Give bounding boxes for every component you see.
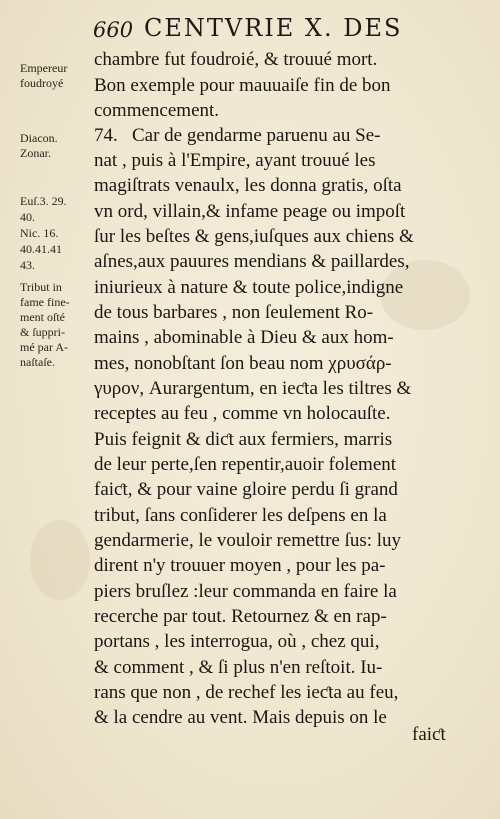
margin-note: mé par A- [20, 340, 68, 354]
text-line: vn ord, villain,& infame peage ou impoſt [94, 201, 406, 222]
text-line: de tous barbares , non ſeulement Ro- [94, 302, 374, 323]
text-line: & la cendre au vent. Mais depuis on le [94, 707, 387, 728]
text-line: gendarmerie, le vouloir remettre ſus: luy [94, 530, 402, 551]
text-line: rans que non , de rechef les ieƈta au feu, [94, 682, 399, 703]
margin-note: ment oſté [20, 310, 65, 324]
text-line: dirent n'y trouuer moyen , pour les pa- [94, 555, 386, 576]
text-line: mes, nonobſtant ſon beau nom χρυσάρ- [94, 353, 392, 374]
text-line: γυρον, Aurargentum, en ieƈta les tiltres & [94, 378, 412, 399]
margin-note: Nic. 16. [20, 226, 59, 240]
margin-note: Diacon. [20, 131, 58, 145]
text-line: commencement. [94, 100, 220, 121]
catchword: faiƈt [412, 724, 446, 745]
running-title: CENTVRIE X. DES [144, 14, 403, 42]
page-number: 660 [93, 18, 134, 42]
margin-note: & ſuppri- [20, 325, 65, 339]
text-line: portans , les interrogua, où , chez qui, [94, 631, 380, 652]
margin-note: 43. [20, 258, 35, 272]
text-line: recerche par tout. Retournez & en rap- [94, 606, 387, 627]
text-line: receptes au feu , comme vn holocauſte. [94, 403, 391, 424]
text-line: de leur perte,ſen repentir,auoir folement [94, 454, 397, 475]
text-line: aſnes,aux pauures mendians & paillardes, [94, 251, 410, 272]
text-line: chambre fut foudroié, & trouué mort. [94, 49, 378, 70]
margin-note: Tribut in [20, 280, 62, 294]
text-line: tribut, ſans conſiderer les deſpens en la [94, 505, 387, 526]
text-line: mains , abominable à Dieu & aux hom- [94, 327, 394, 348]
text-line: iniurieux à nature & toute police,indigne [94, 277, 404, 298]
margin-note: 40. [20, 210, 35, 224]
text-line: & comment , & ſi plus n'en reſtoit. Iu- [94, 657, 383, 678]
text-line: 74. Car de gendarme paruenu au Se- [94, 125, 381, 146]
margin-note: foudroyé [20, 76, 64, 90]
text-line: Puis feignit & diƈt aux fermiers, marris [94, 429, 393, 450]
margin-note: naſtaſe. [20, 355, 55, 369]
text-line: faiƈt, & pour vaine gloire perdu ſi grand [94, 479, 398, 500]
text-line: nat , puis à l'Empire, ayant trouué les [94, 150, 376, 171]
margin-note: fame fine- [20, 295, 70, 309]
text-line: magiſtrats venaulx, les donna gratis, oſta [94, 175, 402, 196]
margin-note: 40.41.41 [20, 242, 62, 256]
text-line: piers bruſlez :leur commanda en faire la [94, 581, 397, 602]
margin-note: Euſ.3. 29. [20, 194, 67, 208]
text-line: Bon exemple pour mauuaiſe fin de bon [94, 75, 391, 96]
margin-note: Zonar. [20, 146, 51, 160]
text-line: ſur les beſtes & gens,iuſques aux chiens & [94, 226, 414, 247]
margin-note: Empereur [20, 61, 68, 75]
